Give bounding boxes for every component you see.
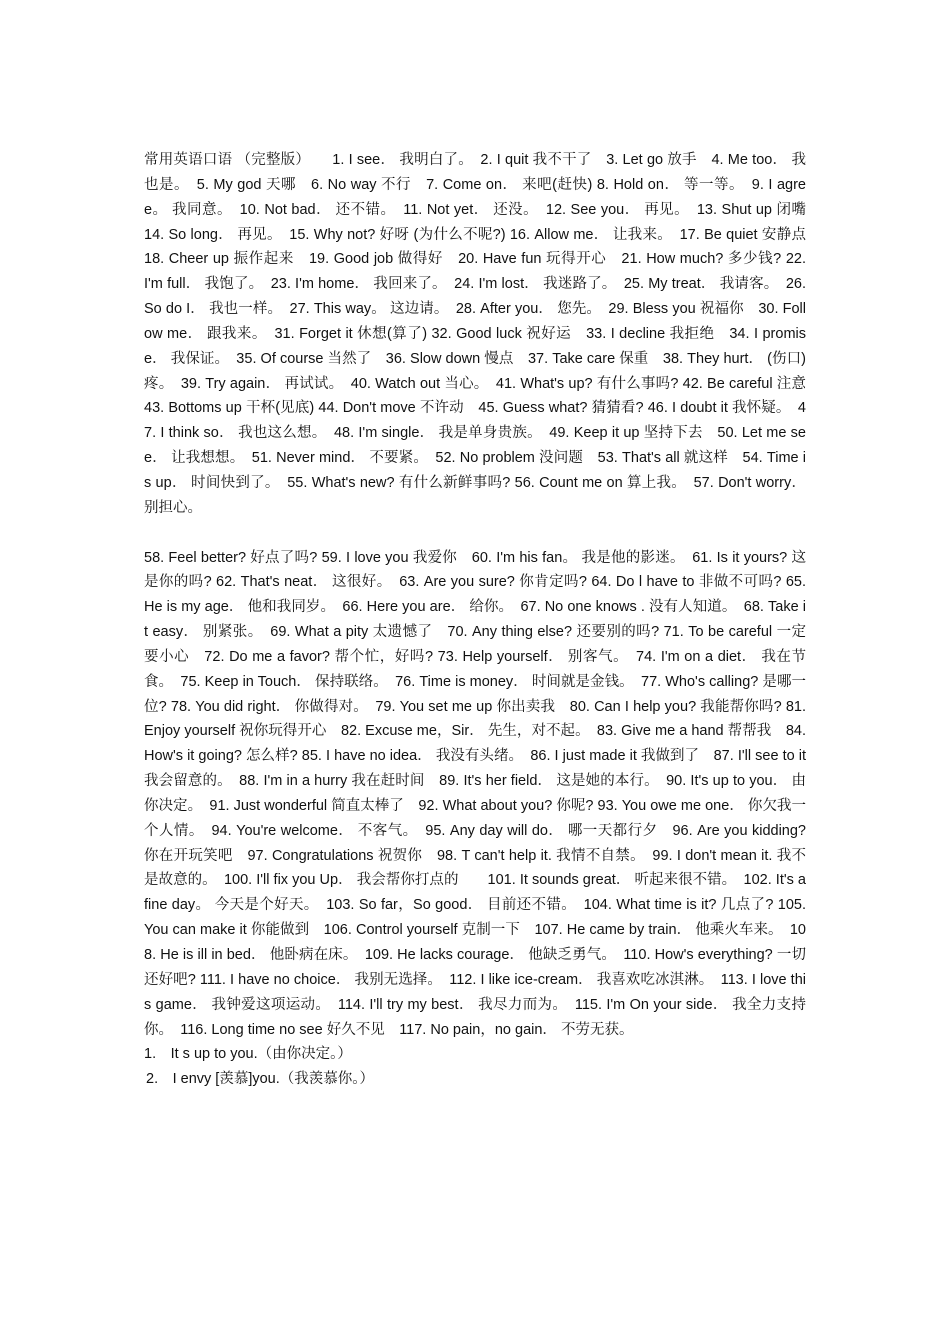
document-page bbox=[144, 148, 821, 1092]
numbered-list-item-1: 1. It s up to you.（由你决定。） bbox=[144, 1046, 352, 1063]
numbered-list-item-2: 2. I envy [羡慕]you.（我羡慕你。） bbox=[146, 1071, 375, 1088]
paragraph-spacer bbox=[144, 521, 806, 546]
phrases-paragraph-1: 常用英语口语 （完整版） 1. I see． 我明白了。 2. I quit 我不干了 3. Let go 放手 4. Me too． 我也是。 5. My god 天哪 6. No way 不行 7. Come on． 来吧(赶快) 8. Hold on． 等一等。 9. I agree。 我同意。 10. Not bad． 还不错。 11. Not yet． 还没。 12. See you． 再见。 13. Shut up 闭嘴 14. So long． 再见。 15. Why not? 好呀 (为什么不呢?) 16. Allow me． 让我来。 17. Be quiet 安静点 18. Cheer up 振作起来 19. Good job 做得好 20. Have fun 玩得开心 21. How much? 多少钱? 22. I'm full． 我饱了。 23. I'm home． 我回来了。 24. I'm lost． 我迷路了。 25. My treat． 我请客。 26. So do I． 我也一样。 27. This way。 这边请。 28. After you． 您先。 29. Bless you 祝福你 30. Follow me． 跟我来。 31. Forget it 休想(算了) 32. Good luck 祝好运 33. I decline 我拒绝 34. I promise． 我保证。 35. Of course 当然了 36. Slow down 慢点 37. Take care 保重 38. They hurt． (伤口)疼。 39. Try again． 再试试。 40. Watch out 当心。 41. What's up? 有什么事吗? 42. Be careful 注意 43. Bottoms up 干杯(见底) 44. Don't move 不许动 45. Guess what? 猜猜看? 46. I doubt it 我怀疑。 47. I think so． 我也这么想。 48. I'm single． 我是单身贵族。 49. Keep it up 坚持下去 50. Let me see． 让我想想。 51. Never mind． 不要紧。 52. No problem 没问题 53. That's all 就这样 54. Time is up． 时间快到了。 55. What's new? 有什么新鲜事吗? 56. Count me on 算上我。 57. Don't worry． 别担心。 bbox=[144, 152, 821, 516]
phrases-paragraph-2: 58. Feel better? 好点了吗? 59. I love you 我爱你 60. I'm his fan。 我是他的影迷。 61. Is it yours? 这是你的吗? 62. That's neat． 这很好。 63. Are you sure? 你肯定吗? 64. Do l have to 非做不可吗? 65. He is my age． 他和我同岁。 66. Here you are． 给你。 67. No one knows . 没有人知道。 68. Take it easy． 别紧张。 69. What a pity 太遗憾了 70. Any thing else? 还要别的吗? 71. To be careful 一定要小心 72. Do me a favor? 帮个忙，好吗? 73. Help yourself． 别客气。 74. I'm on a diet． 我在节食。 75. Keep in Touch． 保持联络。 76. Time is money． 时间就是金钱。 77. Who's calling? 是哪一位? 78. You did right． 你做得对。 79. You set me up 你出卖我 80. Can I help you? 我能帮你吗? 81. Enjoy yourself 祝你玩得开心 82. Excuse me，Sir． 先生，对不起。 83. Give me a hand 帮帮我 84. How's it going? 怎么样? 85. I have no idea． 我没有头绪。 86. I just made it 我做到了 87. I'll see to it 我会留意的。 88. I'm in a hurry 我在赶时间 89. It's her field． 这是她的本行。 90. It's up to you． 由你决定。 91. Just wonderful 简直太棒了 92. What about you? 你呢? 93. You owe me one． 你欠我一个人情。 94. You're welcome． 不客气。 95. Any day will do． 哪一天都行夕 96. Are you kidding? 你在开玩笑吧 97. Congratulations 祝贺你 98. T can't help it. 我情不自禁。 99. I don't mean it. 我不是故意的。 100. I'll fix you Up． 我会帮你打点的 101. It sounds great． 听起来很不错。 102. It's a fine day。 今天是个好天。 103. So far，So good． 目前还不错。 104. What time is it? 几点了? 105. You can make it 你能做到 106. Control yourself 克制一下 107. He came by train． 他乘火车来。 108. He is ill in bed． 他卧病在床。 109. He lacks courage． 他缺乏勇气。 110. How's everything? 一切还好吧? 111. I have no choice． 我别无选择。 112. I like ice-cream． 我喜欢吃冰淇淋。 113. I love this game． 我钟爱这项运动。 114. I'll try my best． 我尽力而为。 115. I'm On your side． 我全力支持你。 116. Long time no see 好久不见 117. No pain，no gain． 不劳无获。 bbox=[144, 549, 806, 1038]
